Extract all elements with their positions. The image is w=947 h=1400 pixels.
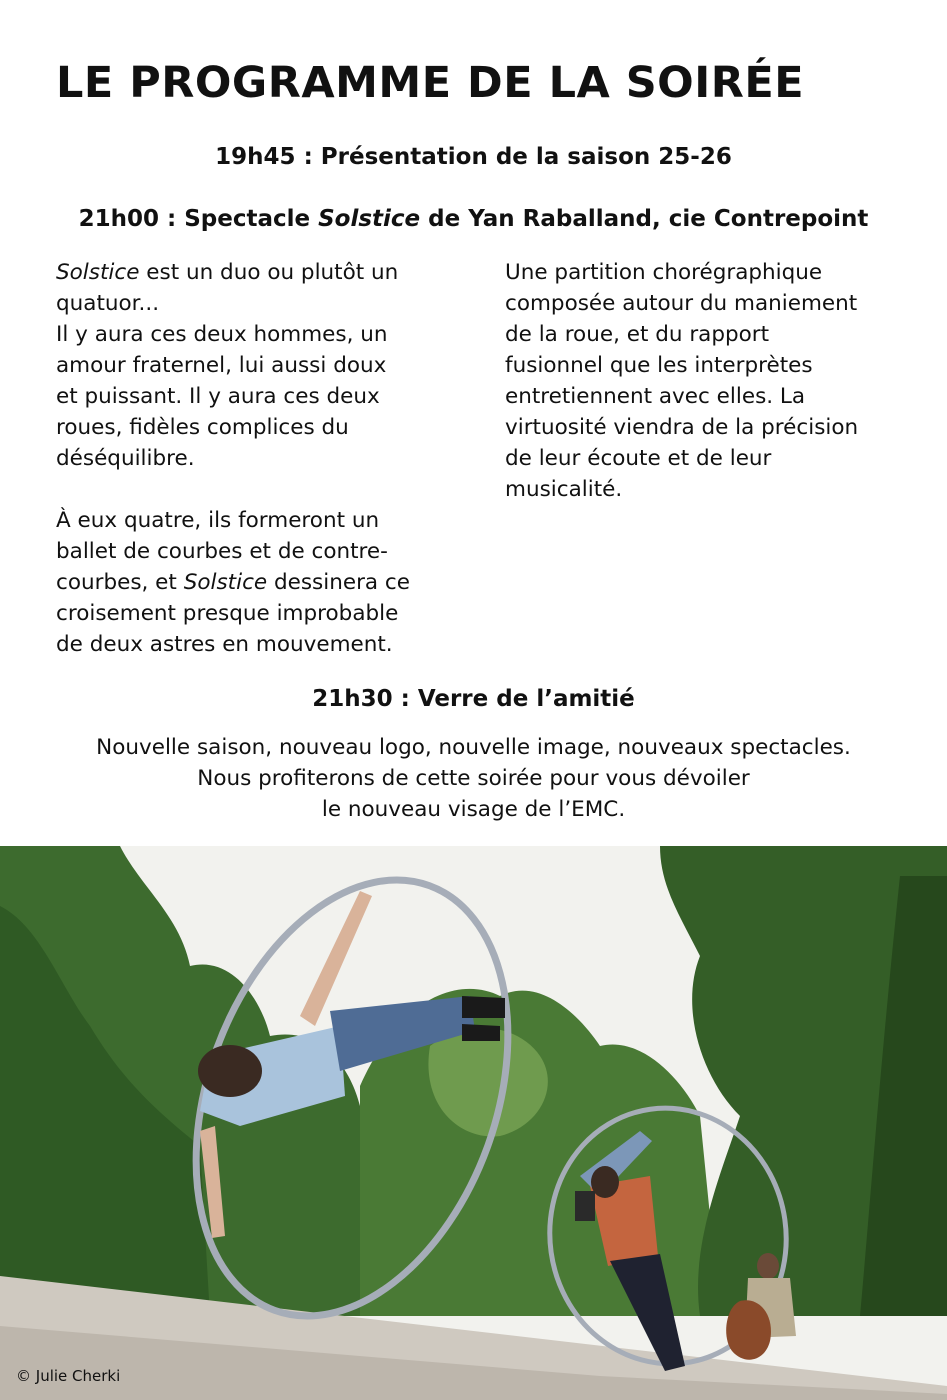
text-line: entretiennent avec elles. La (505, 384, 806, 409)
performer-2-head (591, 1166, 619, 1198)
time-label: 19h45 (215, 144, 296, 170)
text-line: de la roue, et du rapport (505, 322, 770, 347)
photo-illustration (0, 846, 947, 1400)
text-line: est un duo ou plutôt un (139, 260, 399, 285)
description-right-column (505, 257, 858, 505)
text-line: À eux quatre, ils formeront un (56, 508, 380, 533)
text-line: amour fraternel, lui aussi doux (56, 353, 387, 378)
show-title: Solstice (183, 570, 268, 595)
performer-1-head (198, 1045, 262, 1097)
event-label-prefix: Spectacle (184, 206, 319, 232)
text-line: Nouvelle saison, nouveau logo, nouvelle image, nouveaux spectacles. (96, 735, 851, 760)
show-title: Solstice (56, 260, 140, 285)
text-line: Il y aura ces deux hommes, un (56, 322, 388, 347)
event-label: Présentation de la saison 25-26 (320, 144, 732, 170)
text-line: musicalité. (505, 477, 623, 502)
description-left-column (56, 257, 410, 660)
text-line: courbes, et (56, 570, 184, 595)
time-label: 21h30 (312, 686, 393, 712)
schedule-item-1945 (0, 142, 947, 172)
paragraph (56, 505, 410, 660)
page-title: LE PROGRAMME DE LA SOIRÉE (56, 58, 805, 108)
event-label-suffix: de Yan Raballand, cie Contrepoint (420, 206, 869, 232)
text-line: quatuor... (56, 291, 160, 316)
time-label: 21h00 (78, 206, 159, 232)
text-line: ballet de courbes et de contre- (56, 539, 388, 564)
text-line: roues, fidèles complices du (56, 415, 349, 440)
text-line: Nous profiterons de cette soirée pour vous dévoiler (197, 766, 750, 791)
separator: : (295, 144, 321, 170)
text-line: de deux astres en mouvement. (56, 632, 393, 657)
photo-credit: © Julie Cherki (16, 1367, 121, 1385)
text-line: de leur écoute et de leur (505, 446, 772, 471)
text-line: Une partition chorégraphique (505, 260, 823, 285)
schedule-item-2130 (0, 684, 947, 714)
text-line: croisement presque improbable (56, 601, 399, 626)
text-line: déséquilibre. (56, 446, 195, 471)
show-title: Solstice (318, 206, 421, 232)
text-line: composée autour du maniement (505, 291, 858, 316)
separator: : (392, 686, 418, 712)
performance-photo (0, 846, 947, 1400)
text-line: et puissant. Il y aura ces deux (56, 384, 380, 409)
text-line: virtuosité viendra de la précision (505, 415, 859, 440)
paragraph (56, 257, 410, 474)
text-line: dessinera ce (267, 570, 410, 595)
schedule-item-2100 (0, 204, 947, 234)
separator: : (158, 206, 185, 232)
text-line: le nouveau visage de l’EMC. (321, 797, 626, 822)
cellist-head (757, 1253, 779, 1279)
paragraph (505, 257, 858, 505)
speaker (575, 1191, 595, 1221)
closing-note (0, 732, 947, 825)
event-label: Verre de l’amitié (417, 686, 635, 712)
text-line: fusionnel que les interprètes (505, 353, 813, 378)
